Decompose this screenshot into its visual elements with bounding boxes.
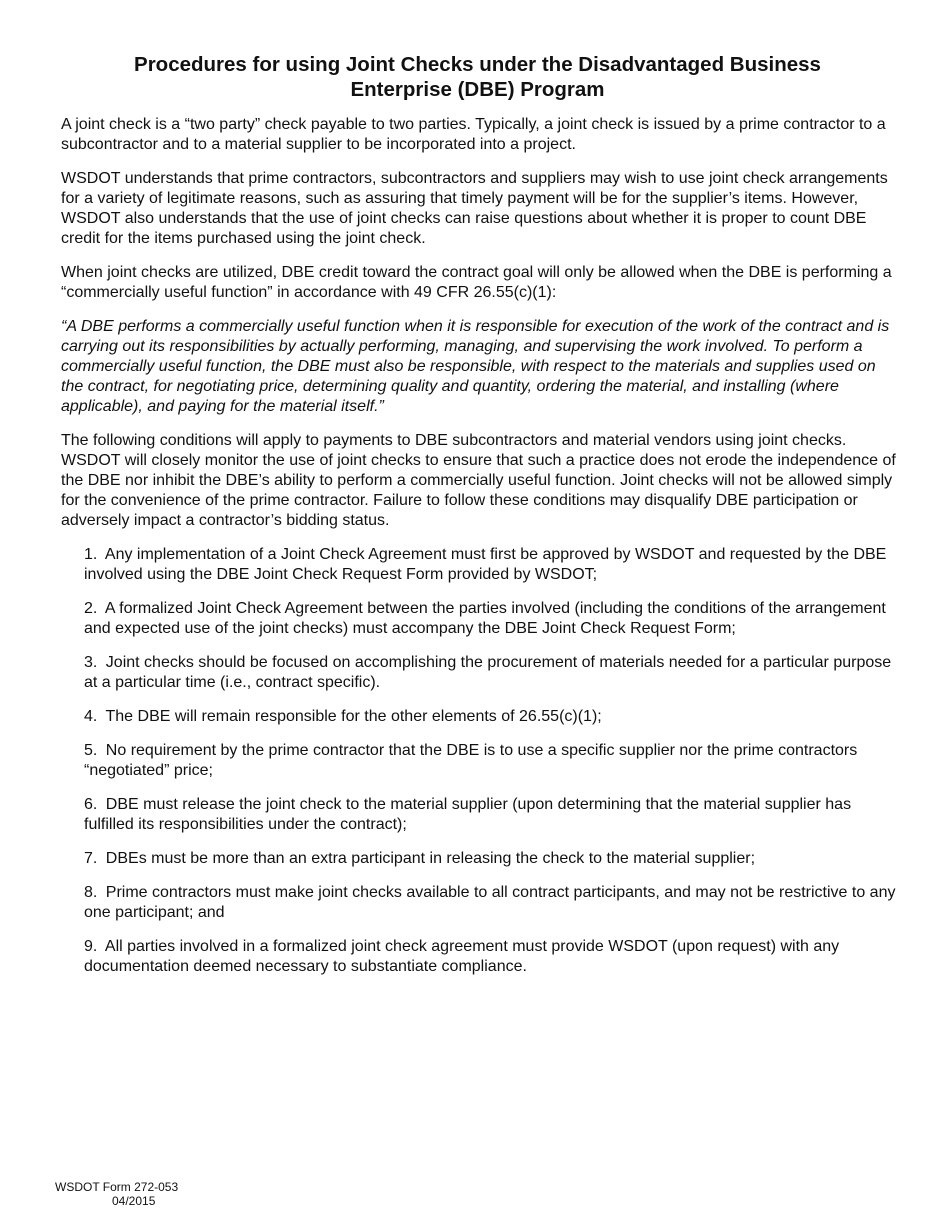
list-item bbox=[84, 849, 901, 869]
list-item-text: DBE must release the joint check to the material supplier (upon determining that the material supplier has fulfilled its responsibilities under the contract); bbox=[84, 796, 852, 833]
list-item-text: Any implementation of a Joint Check Agreement must first be approved by WSDOT and requested by the DBE involved using the DBE Joint Check Request Form provided by WSDOT; bbox=[84, 546, 887, 583]
list-item bbox=[84, 707, 901, 727]
list-item-number: 3. bbox=[84, 654, 98, 671]
list-item-number: 1. bbox=[84, 546, 98, 563]
list-item-text: All parties involved in a formalized joint check agreement must provide WSDOT (upon request) with any documentation deemed necessary to substantiate compliance. bbox=[84, 938, 840, 975]
title-line-2: Enterprise (DBE) Program bbox=[350, 78, 605, 101]
paragraph-dbe-credit: When joint checks are utilized, DBE credit toward the contract goal will only be allowed when the DBE is performing a “commercially useful function” in accordance with 49 CFR 26.55(c)(1): bbox=[61, 264, 892, 301]
list-item-text: The DBE will remain responsible for the other elements of 26.55(c)(1); bbox=[105, 708, 602, 725]
list-item-text: Joint checks should be focused on accomplishing the procurement of materials needed for a particular purpose at a particular time (i.e., contract specific). bbox=[84, 654, 892, 691]
list-item-number: 8. bbox=[84, 884, 98, 901]
list-item-number: 9. bbox=[84, 938, 98, 955]
list-item bbox=[84, 545, 901, 585]
list-item-number: 7. bbox=[84, 850, 98, 867]
list-item-number: 5. bbox=[84, 742, 98, 759]
list-item-text: DBEs must be more than an extra participant in releasing the check to the material supplier; bbox=[105, 850, 756, 867]
list-item-number: 6. bbox=[84, 796, 98, 813]
document-body bbox=[61, 115, 901, 991]
list-item bbox=[84, 795, 901, 835]
paragraph-wsdot-understanding: WSDOT understands that prime contractors, subcontractors and suppliers may wish to use joint check arrangements for a variety of legitimate reasons, such as assuring that timely payment will be for the supplier’s items. However, WSDOT also understands that the use of joint checks can raise questions about whether it is proper to count DBE credit for the items purchased using the joint check. bbox=[61, 170, 888, 247]
list-item bbox=[84, 937, 901, 977]
list-item-text: Prime contractors must make joint checks available to all contract participants, and may not be restrictive to any one participant; and bbox=[84, 884, 896, 921]
list-item-text: A formalized Joint Check Agreement between the parties involved (including the conditions of the arrangement and expected use of the joint checks) must accompany the DBE Joint Check Request Form; bbox=[84, 600, 886, 637]
paragraph-joint-check-definition: A joint check is a “two party” check payable to two parties. Typically, a joint check is issued by a prime contractor to a subcontractor and to a material supplier to be incorporated into a project. bbox=[61, 116, 886, 153]
list-item bbox=[84, 883, 901, 923]
conditions-list bbox=[61, 545, 901, 977]
list-item bbox=[84, 741, 901, 781]
list-item-text: No requirement by the prime contractor that the DBE is to use a specific supplier nor the prime contractors “negotiated” price; bbox=[84, 742, 858, 779]
title-line-1: Procedures for using Joint Checks under the Disadvantaged Business bbox=[134, 53, 821, 76]
form-code: WSDOT Form 272-053 bbox=[55, 1180, 179, 1194]
list-item bbox=[84, 653, 901, 693]
list-item-number: 2. bbox=[84, 600, 98, 617]
paragraph-conditions-intro: The following conditions will apply to payments to DBE subcontractors and material vendors using joint checks. WSDOT will closely monitor the use of joint checks to ensure that such a practice does not erode the independence of the DBE nor inhibit the DBE’s ability to perform a commercially useful function. Joint checks will not be allowed simply for the convenience of the prime contractor. Failure to follow these conditions may disqualify DBE participation or adversely impact a contractor’s bidding status. bbox=[61, 432, 896, 529]
form-date: 04/2015 bbox=[112, 1194, 156, 1208]
form-footer bbox=[55, 1180, 178, 1208]
list-item bbox=[84, 599, 901, 639]
page-title bbox=[60, 52, 895, 102]
cfr-quote: “A DBE performs a commercially useful function when it is responsible for execution of the work of the contract and is carrying out its responsibilities by actually performing, managing, and supervising the work involved. To perform a commercially useful function, the DBE must also be responsible, with respect to the materials and supplies used on the contract, for negotiating price, determining quality and quantity, ordering the material, and installing (where applicable), and paying for the material itself.” bbox=[61, 318, 890, 415]
list-item-number: 4. bbox=[84, 708, 98, 725]
